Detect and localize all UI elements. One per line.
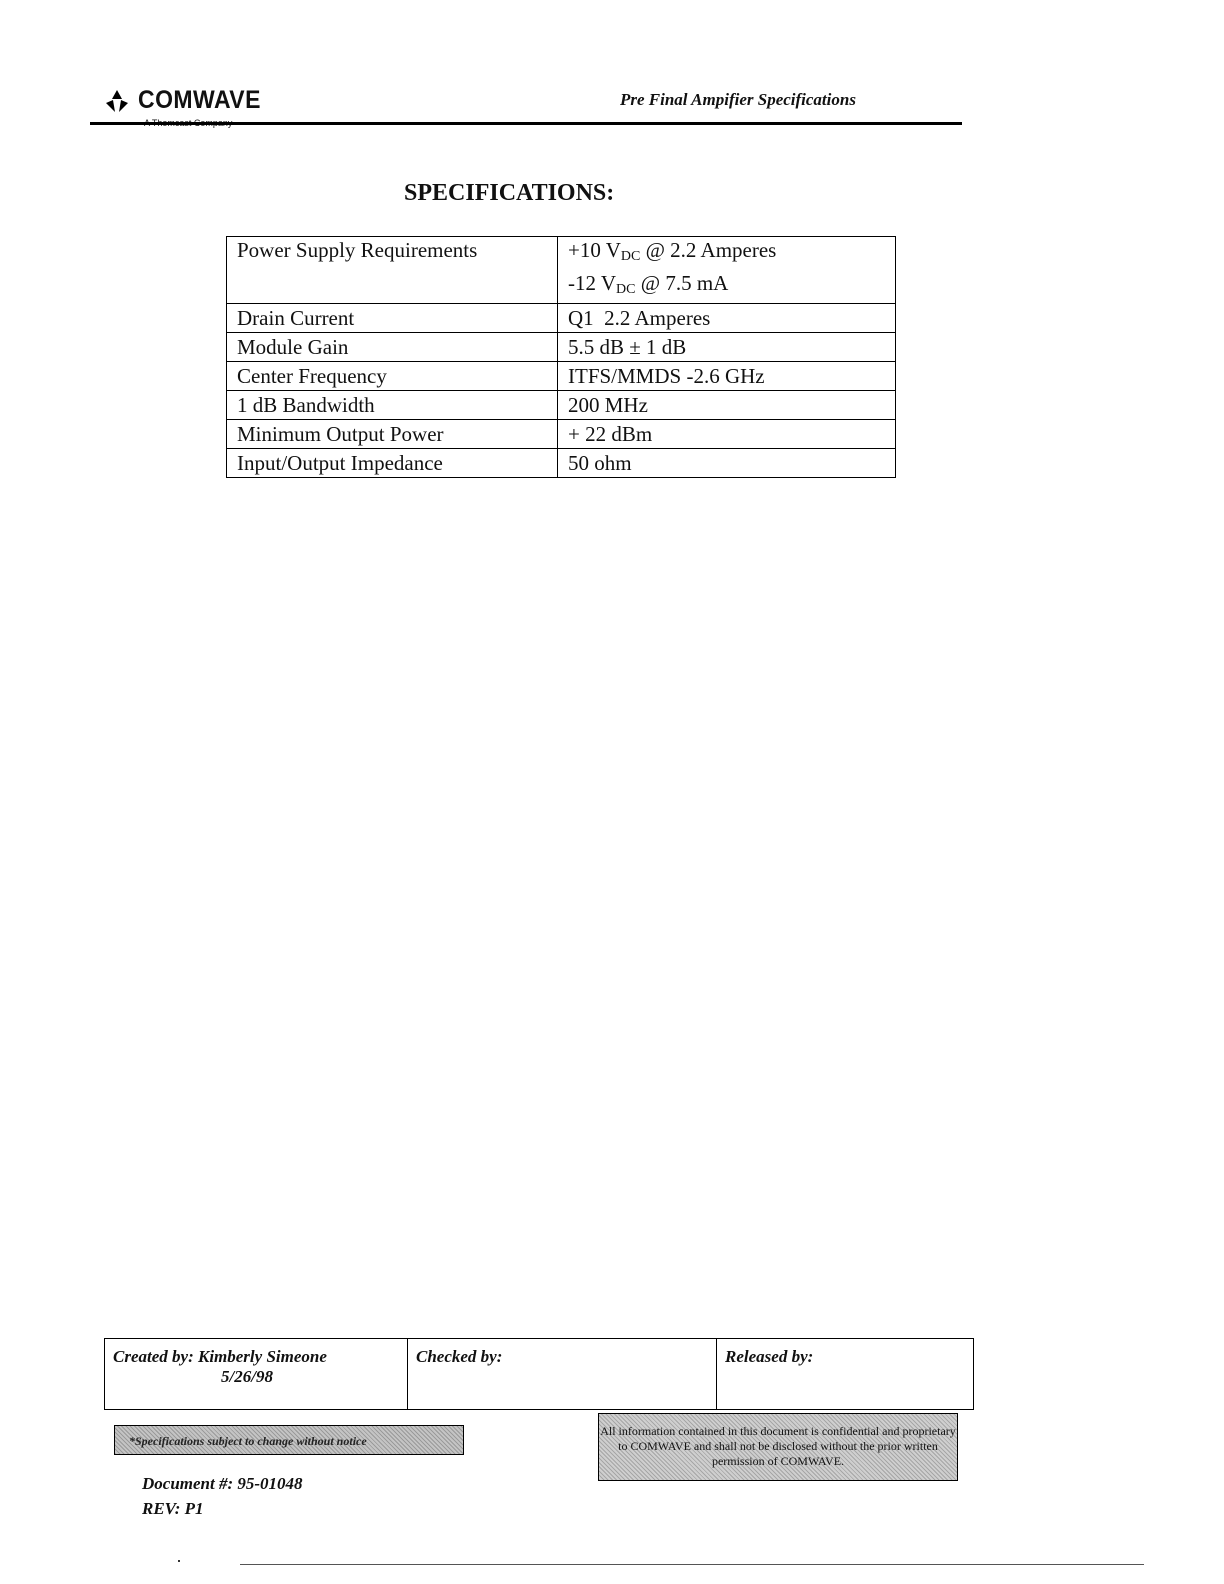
- document-number: Document #: 95-01048: [142, 1474, 303, 1493]
- table-row: [227, 304, 896, 333]
- spec-parameter: Minimum Output Power: [227, 420, 558, 449]
- spec-value-line: -12 VDC @ 7.5 mA: [568, 271, 729, 297]
- spec-parameter: Center Frequency: [227, 362, 558, 391]
- created-by-cell: [105, 1339, 408, 1410]
- spec-value-line: +10 VDC @ 2.2 Amperes: [568, 238, 777, 264]
- spec-value: 50 ohm: [558, 449, 896, 478]
- table-row: [227, 237, 896, 304]
- created-by: Created by: Kimberly Simeone: [113, 1347, 327, 1366]
- spec-parameter: 1 dB Bandwidth: [227, 391, 558, 420]
- table-row: [227, 333, 896, 362]
- footer-divider: [240, 1564, 1144, 1565]
- revision: REV: P1: [142, 1499, 204, 1518]
- confidentiality-notice: All information contained in this document is confidential and proprietary to COMWAVE and shall not be disclosed without the prior written permission of COMWAVE.: [598, 1413, 958, 1481]
- approval-row: [105, 1339, 974, 1410]
- company-name: COMWAVE: [138, 86, 261, 114]
- section-title: SPECIFICATIONS:: [404, 180, 615, 206]
- approval-table: [104, 1338, 974, 1410]
- spec-value: 5.5 dB ± 1 dB: [558, 333, 896, 362]
- comwave-logo-icon: [104, 89, 130, 115]
- table-row: [227, 362, 896, 391]
- document-header-title: Pre Final Ampifier Specifications: [620, 90, 856, 109]
- header-divider: [90, 122, 962, 125]
- scan-mark: [178, 1560, 180, 1562]
- specifications-notice: *Specifications subject to change without notice: [114, 1425, 464, 1455]
- table-row: [227, 420, 896, 449]
- created-date: 5/26/98: [221, 1367, 273, 1386]
- specifications-table: [226, 236, 896, 478]
- table-row: [227, 449, 896, 478]
- spec-value: [558, 237, 896, 304]
- released-by: Released by:: [725, 1347, 814, 1366]
- checked-by: Checked by:: [416, 1347, 503, 1366]
- spec-value: + 22 dBm: [558, 420, 896, 449]
- spec-parameter: Drain Current: [227, 304, 558, 333]
- spec-parameter: Module Gain: [227, 333, 558, 362]
- spec-value: Q1 2.2 Amperes: [558, 304, 896, 333]
- company-logo: [104, 86, 284, 136]
- spec-parameter: Input/Output Impedance: [227, 449, 558, 478]
- spec-parameter: Power Supply Requirements: [227, 237, 558, 304]
- spec-value: ITFS/MMDS -2.6 GHz: [558, 362, 896, 391]
- table-row: [227, 391, 896, 420]
- spec-value: 200 MHz: [558, 391, 896, 420]
- released-by-cell: [717, 1339, 974, 1410]
- checked-by-cell: [408, 1339, 717, 1410]
